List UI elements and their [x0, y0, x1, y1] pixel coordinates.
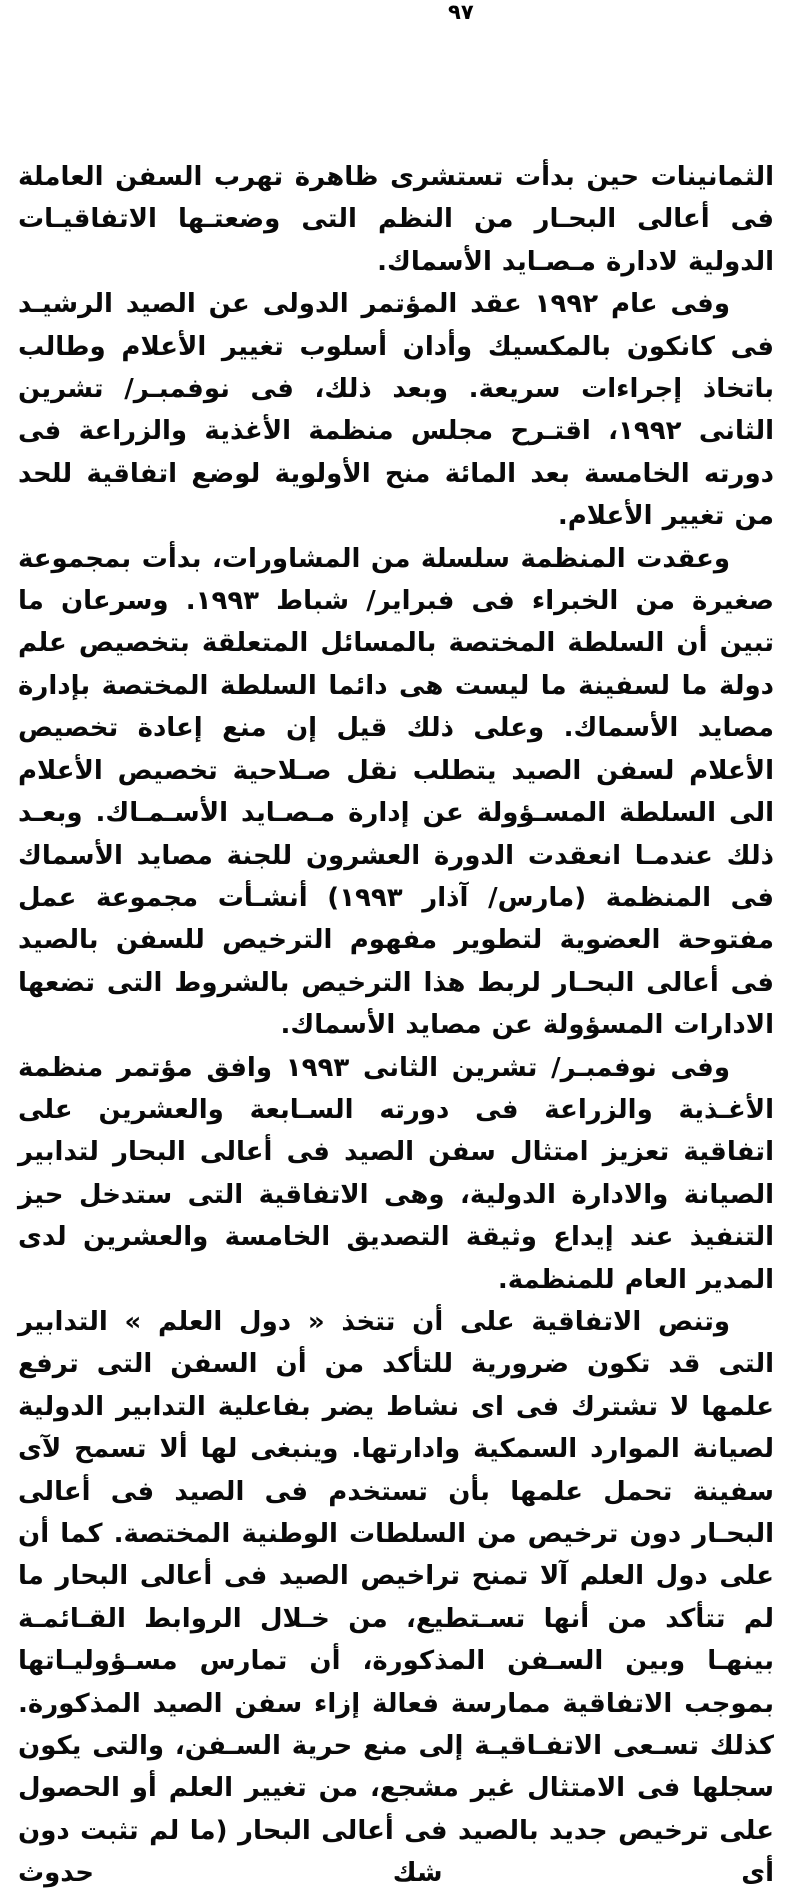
paragraph-5: وتنص الاتفاقية على أن تتخذ « دول العلم » التدابير التى قد تكون ضرورية للتأكد من أن السفن التى ترفع علمها لا تشترك فى اى نشاط يضر بفاعلية التدابير الدولية لصيانة الموارد السمكية وادارتها. وينبغى لها ألا تسمح لآى سفينة تحمل علمها بأن تستخدم فى الصيد فى أعالى البحـار دون ترخيص من السلطات الوطنية المختصة. كما أن على دول العلم آلا تمنح تراخيص الصيد فى أعالى البحار ما لم تتأكد من أنها تسـتطيع، من خـلال الروابط القـائمـة بينهـا وبين السـفن المذكورة، أن تمارس مسـؤوليـاتها بموجب الاتفاقية ممارسة فعالة إزاء سفن الصيد المذكورة. كذلك تسـعى الاتفـاقيـة إلى منع حرية السـفن، والتى يكون سجلها فى الامتثال غير مشجع، من تغيير العلم أو الحصول على ترخيص جديد بالصيد فى أعالى البحار (ما لم تثبت دون أى شك حدوث: [18, 1306, 774, 1889]
paragraph-3: وعقدت المنظمة سلسلة من المشاورات، بدأت بمجموعة صغيرة من الخبراء فى فبراير/ شباط ١٩٩٣. وسرعان ما تبين أن السلطة المختصة بالمسائل المتعلقة بتخصيص علم دولة ما لسفينة ما ليست هى دائما السلطة المختصة بإدارة مصايد الأسماك. وعلى ذلك قيل إن منع إعادة تخصيص الأعلام لسفن الصيد يتطلب نقل صـلاحية تخصيص الأعلام الى السلطة المسـؤولة عن إدارة مـصـايد الأسـمـاك. وبعـد ذلك عندمـا انعقدت الدورة العشرون للجنة مصايد الأسماك فى المنظمة (مارس/ آذار ١٩٩٣) أنشـأت مجموعة عمل مفتوحة العضوية لتطوير مفهوم الترخيص للسفن بالصيد فى أعالى البحـار لربط هذا الترخيص بالشروط التى تضعها الادارات المسؤولة عن مصايد الأسماك.: [18, 543, 774, 1041]
paragraph-2: وفى عام ١٩٩٢ عقد المؤتمر الدولى عن الصيد الرشيـد فى كانكون بالمكسيك وأدان أسلوب تغيير الأعلام وطالب باتخاذ إجراءات سريعة. وبعد ذلك، فى نوفمبـر/ تشرين الثانى ١٩٩٢، اقتـرح مجلس منظمة الأغذية والزراعة فى دورته الخامسة بعد المائة منح الأولوية لوضع اتفاقية للحد من تغيير الأعلام.: [18, 289, 774, 532]
paragraph-1: الثمانينات حين بدأت تستشرى ظاهرة تهرب السفن العاملة فى أعالى البحـار من النظم التى وضعتـها الاتفاقيـات الدولية لادارة مـصـايد الأسماك.: [18, 162, 774, 277]
paragraph-4: وفى نوفمبـر/ تشرين الثانى ١٩٩٣ وافق مؤتمر منظمة الأغـذية والزراعة فى دورته السـابعة والعشرين على اتفاقية تعزيز امتثال سفن الصيد فى أعالى البحار لتدابير الصيانة والادارة الدولية، وهى الاتفاقية التى ستدخل حيز التنفيذ عند إيداع وثيقة التصديق الخامسة والعشرين لدى المدير العام للمنظمة.: [18, 1052, 774, 1295]
body-text: [18, 156, 774, 1895]
page-number: ٩٧: [448, 0, 474, 24]
